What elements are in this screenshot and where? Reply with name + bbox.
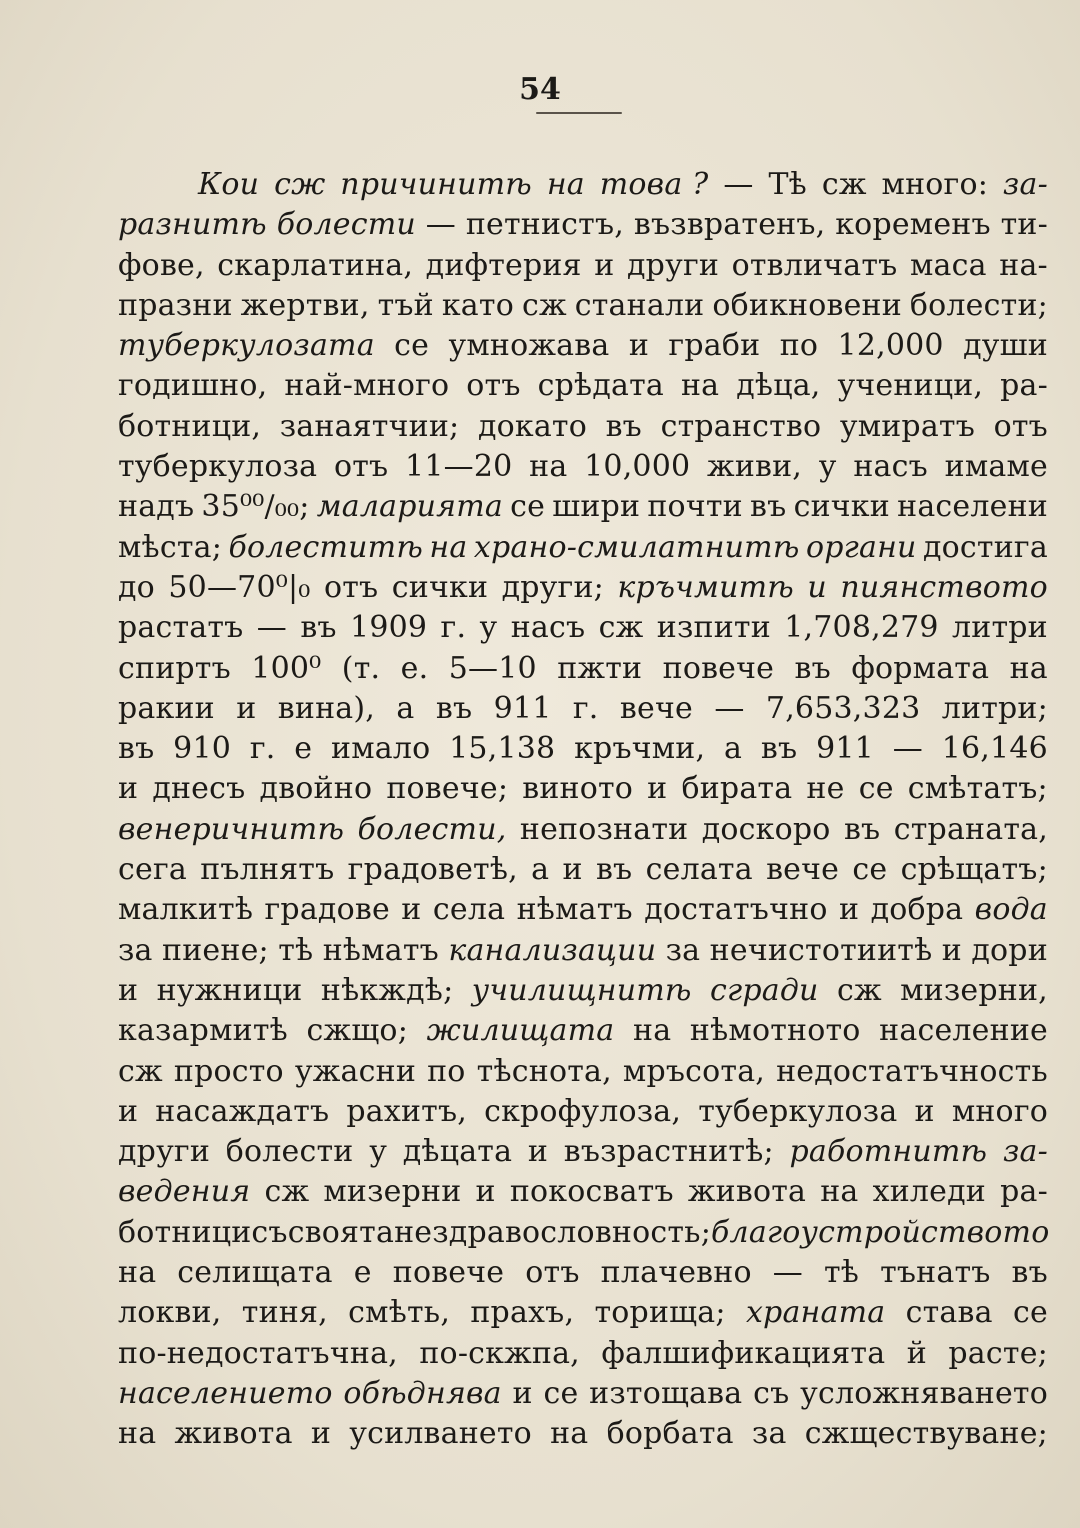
word: сички <box>793 489 890 525</box>
word: доскоро <box>701 811 831 847</box>
word: отъ <box>333 449 389 485</box>
word: — <box>714 690 745 726</box>
word: кръчмитѣ <box>617 569 794 605</box>
word: 911 <box>493 690 552 726</box>
word: на <box>529 449 568 485</box>
word: 10,000 <box>584 449 691 485</box>
word: въ <box>118 731 155 767</box>
word: 5—10 <box>448 650 537 686</box>
word: на <box>550 1416 589 1452</box>
word: и <box>628 328 650 364</box>
word: — <box>772 1255 803 1291</box>
word: формата <box>851 650 990 686</box>
word: на- <box>999 247 1048 283</box>
word: смѣтатъ; <box>907 771 1048 807</box>
text-line <box>118 971 1048 1011</box>
word: разнитѣ <box>118 207 267 243</box>
word: и <box>310 1416 332 1452</box>
word: се <box>1012 1295 1048 1331</box>
word: скарлатина, <box>217 247 414 283</box>
text-line <box>118 769 1048 809</box>
word: венеричнитѣ <box>118 811 345 847</box>
text-line <box>118 165 1048 205</box>
word: 910 <box>173 731 232 767</box>
word: за <box>665 932 701 968</box>
word: сж <box>274 167 326 202</box>
word: литри; <box>941 690 1048 726</box>
word: на <box>118 1255 157 1291</box>
word: нечистотиитѣ <box>709 932 933 968</box>
word: — <box>256 610 287 646</box>
word: празни <box>118 287 233 323</box>
text-line <box>118 1052 1048 1092</box>
word: 1909 <box>350 610 428 646</box>
word: за- <box>1002 167 1048 202</box>
word: въ <box>843 811 881 847</box>
word: сж <box>836 972 882 1008</box>
word: болеститѣ <box>228 529 423 565</box>
word: ракии <box>118 690 215 726</box>
word: на <box>546 167 585 202</box>
word: изпити <box>656 610 771 646</box>
word: нѣмотното <box>689 1013 861 1049</box>
page-number: 54 <box>519 72 561 107</box>
word: ти- <box>1000 207 1048 243</box>
word: градоветѣ, <box>347 852 518 888</box>
word: вече <box>619 690 693 726</box>
word: причинитѣ <box>340 167 532 202</box>
word: 100⁰ <box>251 650 322 686</box>
text-line <box>118 1011 1048 1051</box>
word: 11—20 <box>405 449 513 485</box>
word: население <box>879 1013 1048 1049</box>
word: сж <box>521 287 567 323</box>
word: училищнитѣ <box>471 972 692 1008</box>
word: 35⁰⁰/₀₀; <box>201 489 310 525</box>
word: нездравословность; <box>394 1214 712 1250</box>
word: вече <box>766 852 840 888</box>
word: души <box>963 328 1048 364</box>
word: казармитѣ <box>118 1013 288 1049</box>
word: растатъ <box>118 610 244 646</box>
body-text <box>118 165 1048 1455</box>
word: своята <box>287 1214 395 1250</box>
word: повече <box>662 650 775 686</box>
word: отъ <box>525 1255 580 1291</box>
word: ученици, <box>837 368 984 404</box>
word: тъй <box>377 287 434 323</box>
word: тѣ <box>823 1255 860 1291</box>
word: до <box>118 569 155 605</box>
word: на <box>118 1416 157 1452</box>
word: нѣматъ <box>322 932 439 968</box>
word: въ <box>595 852 633 888</box>
word: живота <box>174 1416 293 1452</box>
word: 1,708,279 <box>784 610 939 646</box>
word: фалшификацията <box>601 1335 886 1371</box>
word: и <box>475 1174 496 1210</box>
word: тиня, <box>241 1295 328 1331</box>
word: ра- <box>1000 368 1048 404</box>
word: 15,138 <box>449 731 556 767</box>
word: сега <box>118 852 187 888</box>
word: насаждатъ <box>155 1093 330 1129</box>
word: вода <box>974 892 1048 928</box>
word: отъ <box>466 368 521 404</box>
text-line <box>118 205 1048 245</box>
word: достига <box>923 529 1048 565</box>
text-line <box>118 649 1048 689</box>
word: мизерни, <box>900 972 1048 1008</box>
word: възвратенъ, <box>633 207 826 243</box>
word: за- <box>1002 1134 1048 1170</box>
text-line <box>118 689 1048 729</box>
word: храната <box>745 1295 886 1331</box>
word: села <box>432 892 506 928</box>
text-line <box>118 1172 1048 1212</box>
word: усложняването <box>800 1375 1048 1411</box>
word: локви, <box>118 1295 222 1331</box>
word: е <box>294 731 313 767</box>
word: живота <box>687 1174 807 1210</box>
word: и <box>594 247 615 283</box>
word: покосватъ <box>509 1174 674 1210</box>
word: — <box>892 731 923 767</box>
word: дѣца, <box>736 368 821 404</box>
word: — <box>425 207 456 243</box>
word: насъ <box>853 449 928 485</box>
word: сж <box>118 1053 163 1089</box>
word: по-недостатъчна, <box>118 1335 398 1371</box>
word: болести <box>276 207 416 243</box>
word: туберкулоза <box>698 1093 898 1129</box>
word: смѣть, <box>348 1295 451 1331</box>
word: тѣснота, <box>476 1053 612 1089</box>
word: и <box>512 1375 533 1411</box>
word: нѣматъ <box>516 892 633 928</box>
word: спиртъ <box>118 650 231 686</box>
word: селищата <box>177 1255 333 1291</box>
word: повече; <box>386 771 509 807</box>
text-line <box>118 1213 1048 1253</box>
word: насъ <box>510 610 586 646</box>
word: шири <box>552 489 641 525</box>
word: коременъ <box>835 207 991 243</box>
word: мизерни <box>323 1174 462 1210</box>
word: борбата <box>606 1416 734 1452</box>
word: срѣщатъ; <box>900 852 1048 888</box>
text-line <box>118 890 1048 930</box>
word: съ <box>753 1375 790 1411</box>
word: и <box>236 690 257 726</box>
word: а <box>724 731 743 767</box>
word: и <box>401 892 422 928</box>
word: имаме <box>944 449 1048 485</box>
word: органи <box>805 529 917 565</box>
word: дѣцата <box>402 1134 513 1170</box>
word: дифтерия <box>425 247 582 283</box>
word: и <box>941 932 962 968</box>
text-line <box>118 608 1048 648</box>
word: болести, <box>357 811 507 847</box>
word: и <box>562 852 583 888</box>
word: въ <box>750 489 787 525</box>
word: отъ <box>323 569 379 605</box>
word: срѣдата <box>537 368 664 404</box>
word: Тѣ <box>768 167 807 202</box>
word: хиледи <box>872 1174 987 1210</box>
word: почти <box>647 489 743 525</box>
word: на <box>1009 650 1048 686</box>
word: докато <box>477 408 587 444</box>
word: изтощава <box>589 1375 743 1411</box>
word: жертви, <box>240 287 370 323</box>
word: сжществуване; <box>804 1416 1048 1452</box>
word: фове, <box>118 247 205 283</box>
word: ра- <box>1000 1174 1048 1210</box>
word: е <box>353 1255 372 1291</box>
word: добра <box>870 892 964 928</box>
word: усилването <box>349 1416 532 1452</box>
text-line <box>118 729 1048 769</box>
word: въ <box>435 690 473 726</box>
word: възрастнитѣ; <box>563 1134 774 1170</box>
word: скрофулоза, <box>484 1093 682 1129</box>
word: въ <box>1011 1255 1048 1291</box>
word: маларията <box>316 489 503 525</box>
word: благоустройството <box>711 1214 1050 1250</box>
word: г. <box>440 610 467 646</box>
text-line <box>118 931 1048 971</box>
word: на <box>633 1013 672 1049</box>
word: много: <box>881 167 989 202</box>
word: мръсота, <box>622 1053 766 1089</box>
word: туберкулозата <box>118 328 375 364</box>
word: а <box>531 852 550 888</box>
word: живи, <box>707 449 803 485</box>
word: и <box>838 892 860 928</box>
word: пълнятъ <box>200 852 335 888</box>
text-line <box>118 1132 1048 1172</box>
word: работнитѣ <box>789 1134 988 1170</box>
word: и <box>807 569 827 605</box>
word: сжщо; <box>306 1013 409 1049</box>
word: у <box>369 1134 388 1170</box>
text-line <box>118 1293 1048 1333</box>
text-line <box>118 487 1048 527</box>
text-line <box>118 810 1048 850</box>
word: прахъ, <box>470 1295 575 1331</box>
word: не <box>806 771 845 807</box>
word: вина), <box>277 690 376 726</box>
word: маса <box>910 247 987 283</box>
word: канализации <box>448 932 657 968</box>
word: се <box>852 852 888 888</box>
word: малкитѣ <box>118 892 254 928</box>
word: граби <box>668 328 761 364</box>
word: (т. <box>341 650 381 686</box>
word: расте; <box>948 1335 1048 1371</box>
word: въ <box>605 408 642 444</box>
word: умиратъ <box>839 408 975 444</box>
word: храно-смилатнитѣ <box>473 529 800 565</box>
word: сж <box>264 1174 310 1210</box>
word: й <box>906 1335 927 1371</box>
word: въ <box>760 731 798 767</box>
word: сички <box>391 569 489 605</box>
word: и <box>527 1134 549 1170</box>
word: кръчми, <box>574 731 706 767</box>
word: недостатъчность <box>776 1053 1048 1089</box>
word: пжти <box>557 650 643 686</box>
word: отвличатъ <box>731 247 898 283</box>
text-line <box>118 1092 1048 1132</box>
word: 911 <box>816 731 874 767</box>
text-line <box>118 568 1048 608</box>
word: дори <box>971 932 1048 968</box>
word: по <box>779 328 819 364</box>
word: се <box>394 328 430 364</box>
word: петнистъ, <box>465 207 625 243</box>
word: а <box>396 690 415 726</box>
word: достатъчно <box>644 892 828 928</box>
text-line <box>118 1374 1048 1414</box>
text-line <box>118 326 1048 366</box>
word: виното <box>522 771 634 807</box>
word: се <box>510 489 546 525</box>
word: населението <box>118 1375 333 1411</box>
word: сгради <box>709 972 819 1008</box>
word: въ <box>794 650 831 686</box>
word: става <box>905 1295 993 1331</box>
word: отъ <box>993 408 1048 444</box>
word: у <box>479 610 498 646</box>
word: се <box>543 1375 579 1411</box>
page-number-rule <box>536 112 622 114</box>
word: и <box>118 972 139 1008</box>
word: повече <box>392 1255 505 1291</box>
text-line <box>118 1414 1048 1454</box>
word: днесъ <box>152 771 246 807</box>
word: туберкулоза <box>118 449 318 485</box>
word: имало <box>331 731 431 767</box>
word: странство <box>660 408 822 444</box>
word: 12,000 <box>837 328 944 364</box>
word: жилищата <box>426 1013 615 1049</box>
text-line <box>118 850 1048 890</box>
word: мѣста; <box>118 529 223 565</box>
word: нѣкждѣ; <box>320 972 454 1008</box>
word: станали <box>574 287 705 323</box>
word: ужасни <box>294 1053 417 1089</box>
word: двойно <box>259 771 373 807</box>
word: 50—70⁰|₀ <box>168 569 311 605</box>
text-line <box>118 447 1048 487</box>
word: съ <box>251 1214 288 1250</box>
text-line <box>118 528 1048 568</box>
word: нужници <box>156 972 303 1008</box>
word: се <box>858 771 894 807</box>
word: за <box>118 932 153 968</box>
word: Кои <box>198 167 260 202</box>
word: надъ <box>118 489 195 525</box>
word: на <box>680 368 720 404</box>
word: рахитъ, <box>346 1093 467 1129</box>
word: пиене; <box>162 932 269 968</box>
word: и <box>647 771 668 807</box>
word: градове <box>264 892 390 928</box>
word: най-много <box>284 368 450 404</box>
text-line <box>118 366 1048 406</box>
word: г. <box>572 690 599 726</box>
word: болести <box>225 1134 354 1170</box>
word: сж <box>821 167 867 202</box>
word: — <box>723 167 754 202</box>
word: населени <box>897 489 1048 525</box>
word: ведения <box>118 1174 251 1210</box>
word: сж <box>598 610 644 646</box>
word: плачевно <box>600 1255 752 1291</box>
word: непознати <box>519 811 689 847</box>
text-line <box>118 407 1048 447</box>
word: на <box>820 1174 859 1210</box>
word: пиянството <box>840 569 1048 605</box>
word: обикновени <box>712 287 902 323</box>
word: у <box>818 449 837 485</box>
word: въ <box>300 610 337 646</box>
word: селата <box>645 852 753 888</box>
word: г. <box>249 731 276 767</box>
word: литри <box>952 610 1048 646</box>
word: тѣ <box>278 932 314 968</box>
word: обѣднява <box>343 1375 502 1411</box>
word: като <box>441 287 514 323</box>
word: ботници <box>118 1214 252 1250</box>
word: и <box>118 771 139 807</box>
text-line <box>118 286 1048 326</box>
word: тънатъ <box>880 1255 991 1291</box>
word: това ? <box>599 167 709 202</box>
text-line <box>118 246 1048 286</box>
word: други <box>627 247 720 283</box>
word: торища; <box>594 1295 726 1331</box>
word: 16,146 <box>941 731 1048 767</box>
word: ботници, <box>118 408 262 444</box>
word: е. <box>400 650 429 686</box>
word: много <box>951 1093 1048 1129</box>
word: страната, <box>893 811 1048 847</box>
word: бирата <box>681 771 793 807</box>
word: и <box>118 1093 139 1129</box>
word: по-скжпа, <box>419 1335 580 1371</box>
word: по <box>427 1053 466 1089</box>
word: и <box>914 1093 935 1129</box>
word: болести; <box>909 287 1048 323</box>
word: за <box>751 1416 787 1452</box>
word: просто <box>173 1053 284 1089</box>
word: годишно, <box>118 368 268 404</box>
word: умножава <box>448 328 610 364</box>
word: други <box>118 1134 211 1170</box>
text-line <box>118 1253 1048 1293</box>
word: занаятчии; <box>279 408 460 444</box>
word: на <box>429 529 468 565</box>
word: 7,653,323 <box>765 690 921 726</box>
word: други; <box>501 569 604 605</box>
text-line <box>118 1334 1048 1374</box>
